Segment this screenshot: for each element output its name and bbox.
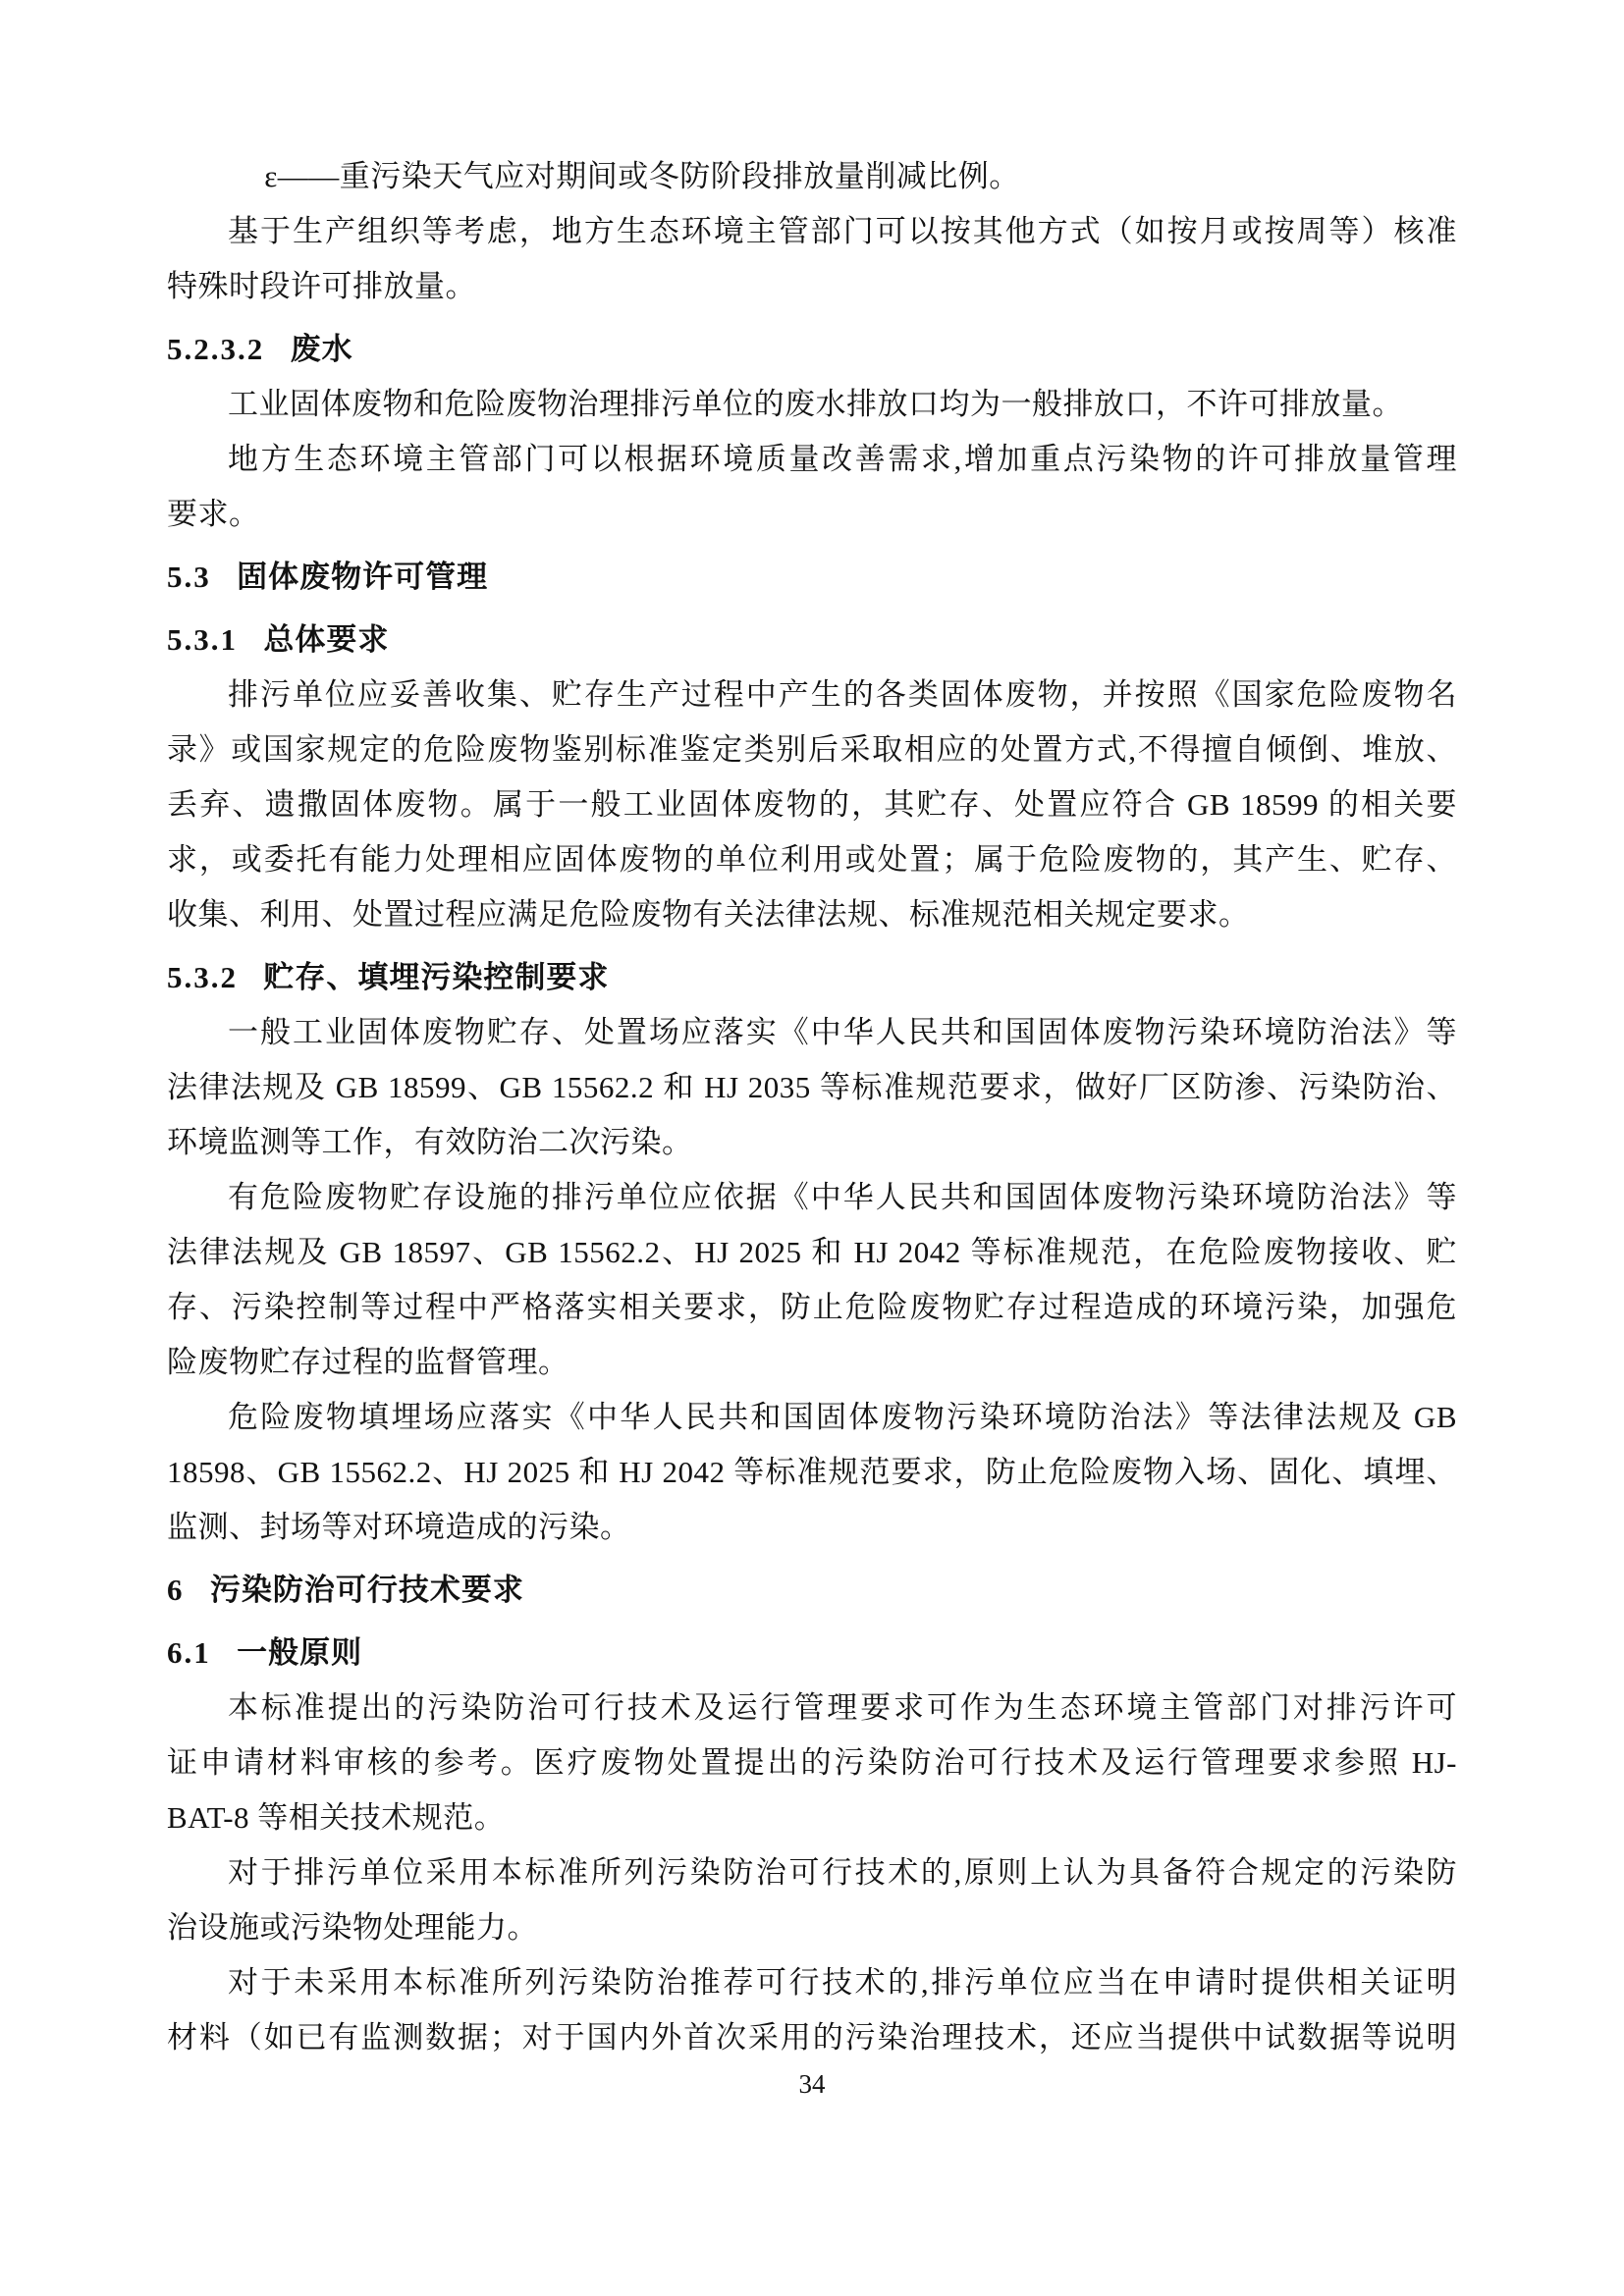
heading-number: 5.2.3.2 [167, 332, 265, 366]
text-line: 18598、GB 15562.2、HJ 2025 和 HJ 2042 等标准规范要求，防止危险废物入场、固化、填埋、 [167, 1455, 1457, 1489]
section-heading [167, 613, 1457, 667]
section-heading [167, 322, 1457, 377]
text-line: 证申请材料审核的参考。医疗废物处置提出的污染防治可行技术及运行管理要求参照 HJ- [167, 1745, 1457, 1780]
text-line: 对于排污单位采用本标准所列污染防治可行技术的,原则上认为具备符合规定的污染防 [228, 1855, 1457, 1890]
paragraph [167, 1390, 1457, 1555]
text-line: 地方生态环境主管部门可以根据环境质量改善需求,增加重点污染物的许可排放量管理 [228, 442, 1457, 476]
heading-title: 一般原则 [237, 1635, 363, 1670]
document-body [167, 149, 1457, 2065]
paragraph [167, 204, 1457, 314]
text-line: 监测、封场等对环境造成的污染。 [167, 1510, 631, 1544]
text-line: BAT-8 等相关技术规范。 [167, 1800, 506, 1835]
paragraph [167, 667, 1457, 942]
section-heading [167, 550, 1457, 605]
text-line: 特殊时段许可排放量。 [167, 269, 476, 303]
heading-title: 废水 [290, 332, 353, 366]
text-line: 治设施或污染物处理能力。 [167, 1910, 538, 1945]
paragraph [167, 432, 1457, 542]
heading-title: 固体废物许可管理 [237, 560, 489, 594]
text-line: 存、污染控制等过程中严格落实相关要求，防止危险废物贮存过程造成的环境污染，加强危 [167, 1290, 1457, 1324]
paragraph [167, 1005, 1457, 1170]
section-heading [167, 950, 1457, 1005]
text-line: 一般工业固体废物贮存、处置场应落实《中华人民共和国固体废物污染环境防治法》等 [228, 1015, 1457, 1049]
heading-title: 贮存、填埋污染控制要求 [263, 960, 610, 994]
text-line: 排污单位应妥善收集、贮存生产过程中产生的各类固体废物，并按照《国家危险废物名 [228, 677, 1457, 712]
paragraph [167, 1170, 1457, 1390]
text-line: 法律法规及 GB 18597、GB 15562.2、HJ 2025 和 HJ 2042 等标准规范，在危险废物接收、贮 [167, 1235, 1457, 1269]
heading-number: 5.3.1 [167, 622, 238, 657]
heading-number: 6 [167, 1573, 185, 1607]
text-line: 危险废物填埋场应落实《中华人民共和国固体废物污染环境防治法》等法律法规及 GB [228, 1400, 1457, 1434]
paragraph [167, 1845, 1457, 1955]
section-heading [167, 1563, 1457, 1618]
text-line: 求，或委托有能力处理相应固体废物的单位利用或处置；属于危险废物的，其产生、贮存、 [167, 842, 1457, 877]
formula-note-line: ε——重污染天气应对期间或冬防阶段排放量削减比例。 [264, 159, 1020, 193]
page-footer [0, 2069, 1624, 2100]
heading-number: 5.3.2 [167, 960, 238, 994]
heading-number: 5.3 [167, 560, 211, 594]
paragraph [167, 1681, 1457, 1845]
text-line: 有危险废物贮存设施的排污单位应依据《中华人民共和国固体废物污染环境防治法》等 [228, 1180, 1457, 1214]
heading-title: 污染防治可行技术要求 [209, 1573, 524, 1607]
text-line: 丢弃、遗撒固体废物。属于一般工业固体废物的，其贮存、处置应符合 GB 18599 的相关要 [167, 787, 1457, 822]
text-line: 要求。 [167, 497, 260, 531]
text-line: 收集、利用、处置过程应满足危险废物有关法律法规、标准规范相关规定要求。 [167, 897, 1250, 932]
text-line: 材料（如已有监测数据；对于国内外首次采用的污染治理技术，还应当提供中试数据等说明 [167, 2020, 1457, 2055]
text-line: 环境监测等工作，有效防治二次污染。 [167, 1125, 693, 1159]
section-heading [167, 1626, 1457, 1681]
text-line: 对于未采用本标准所列污染防治推荐可行技术的,排污单位应当在申请时提供相关证明 [228, 1965, 1457, 2000]
text-line: 险废物贮存过程的监督管理。 [167, 1345, 569, 1379]
heading-title: 总体要求 [263, 622, 390, 657]
text-line: 法律法规及 GB 18599、GB 15562.2 和 HJ 2035 等标准规范要求，做好厂区防渗、污染防治、 [167, 1070, 1457, 1104]
text-line: 录》或国家规定的危险废物鉴别标准鉴定类别后采取相应的处置方式,不得擅自倾倒、堆放、 [167, 732, 1457, 767]
paragraph [167, 1955, 1457, 2065]
text-line: 基于生产组织等考虑，地方生态环境主管部门可以按其他方式（如按月或按周等）核准 [228, 214, 1457, 248]
text-line: 本标准提出的污染防治可行技术及运行管理要求可作为生态环境主管部门对排污许可 [228, 1690, 1457, 1725]
text-line: 工业固体废物和危险废物治理排污单位的废水排放口均为一般排放口，不许可排放量。 [228, 387, 1403, 421]
page-number: 34 [798, 2069, 826, 2099]
heading-number: 6.1 [167, 1635, 211, 1670]
paragraph [167, 377, 1457, 432]
